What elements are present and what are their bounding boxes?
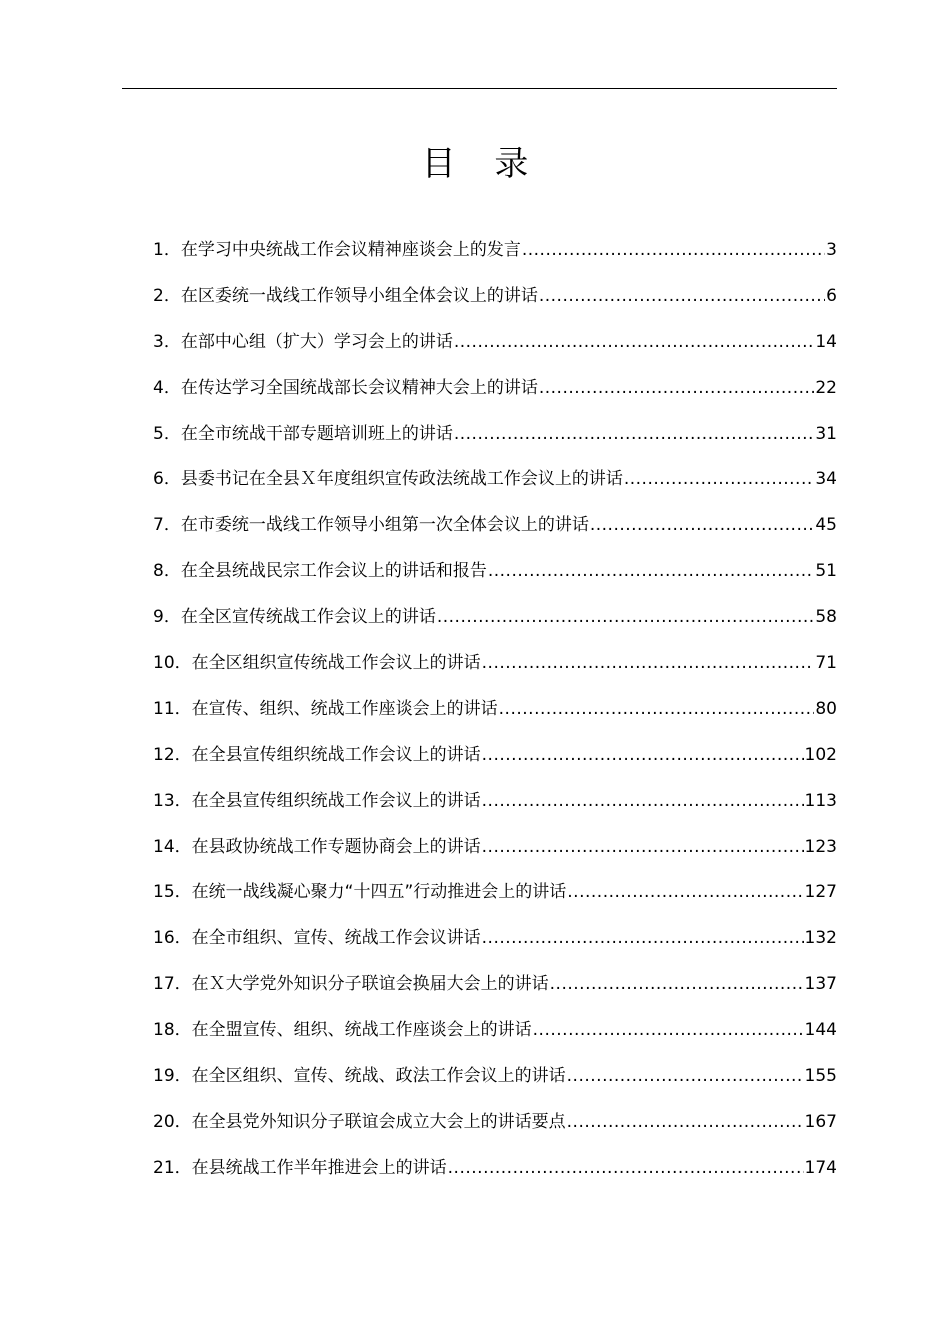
toc-entry-page: 167	[804, 1111, 837, 1132]
toc-entry-page: 102	[804, 744, 837, 765]
toc-entry-title: 在全区宣传统战工作会议上的讲话	[180, 607, 436, 628]
toc-entry-number: 13．	[153, 790, 192, 811]
toc-entry-title: 在全区组织宣传统战工作会议上的讲话	[191, 653, 481, 674]
toc-entry-page: 137	[804, 974, 837, 995]
toc-entry-page: 34	[815, 469, 837, 490]
toc-leader-dots	[624, 465, 815, 493]
toc-entry[interactable]	[153, 649, 837, 695]
toc-entry[interactable]	[153, 1154, 837, 1200]
toc-entry-page: 127	[804, 882, 837, 903]
toc-entry-number: 16．	[153, 928, 192, 949]
toc-entry[interactable]	[153, 465, 837, 511]
toc-entry-title: 在全市组织、宣传、统战工作会议讲话	[191, 928, 481, 949]
toc-entry-title: 在全盟宣传、组织、统战工作座谈会上的讲话	[191, 1020, 532, 1041]
toc-entry-title: 在全县宣传组织统战工作会议上的讲话	[191, 790, 481, 811]
toc-entry-page: 123	[804, 836, 837, 857]
toc-leader-dots	[437, 603, 815, 631]
page-title: 目 录	[421, 144, 543, 184]
toc-entry-number: 2．	[153, 285, 181, 306]
toc-entry-page: 3	[826, 240, 837, 260]
toc-leader-dots	[482, 833, 804, 861]
toc-entry-page: 80	[815, 698, 837, 719]
toc-entry[interactable]	[153, 374, 837, 420]
toc-entry[interactable]	[153, 557, 837, 603]
toc-entry-number: 17．	[153, 974, 192, 995]
toc-entry-page: 51	[815, 561, 837, 582]
toc-entry-number: 18．	[153, 1020, 192, 1041]
toc-leader-dots	[567, 1108, 804, 1136]
toc-entry[interactable]	[153, 1062, 837, 1108]
toc-entry-number: 14．	[153, 836, 192, 857]
toc-leader-dots	[482, 787, 804, 815]
toc-entry[interactable]	[153, 1108, 837, 1154]
toc-entry[interactable]	[153, 511, 837, 557]
toc-entry-page: 14	[815, 331, 837, 352]
toc-entry[interactable]	[153, 603, 837, 649]
toc-leader-dots	[448, 1154, 804, 1182]
toc-entry-number: 3．	[153, 331, 181, 352]
toc-entry-number: 21．	[153, 1157, 192, 1178]
toc-entry-number: 15．	[153, 882, 192, 903]
toc-entry[interactable]	[153, 695, 837, 741]
toc-leader-dots	[482, 741, 804, 769]
toc-entry-page: 58	[815, 607, 837, 628]
header-rule	[122, 88, 837, 89]
toc-entry-number: 1．	[153, 240, 181, 260]
toc-entry-number: 12．	[153, 744, 192, 765]
toc-entry-number: 8．	[153, 561, 181, 582]
toc-entry-page: 31	[815, 423, 837, 444]
toc-entry-title: 在全市统战干部专题培训班上的讲话	[180, 423, 453, 444]
toc-entry-title: 在统一战线凝心聚力“十四五”行动推进会上的讲话	[191, 882, 567, 903]
toc-entry-title: 在传达学习全国统战部长会议精神大会上的讲话	[180, 377, 538, 398]
toc-leader-dots	[550, 970, 804, 998]
toc-entry-page: 144	[804, 1020, 837, 1041]
toc-entry-title: 在Ｘ大学党外知识分子联谊会换届大会上的讲话	[191, 974, 549, 995]
toc-entry[interactable]	[153, 787, 837, 833]
toc-entry-page: 45	[815, 515, 837, 536]
toc-entry-page: 155	[804, 1066, 837, 1087]
toc-leader-dots	[454, 420, 815, 448]
toc-entry-title: 在全县统战民宗工作会议上的讲话和报告	[180, 561, 487, 582]
toc-entry-title: 在全县党外知识分子联谊会成立大会上的讲话要点	[191, 1111, 566, 1132]
toc-entry-page: 71	[815, 653, 837, 674]
toc-entry-title: 在县政协统战工作专题协商会上的讲话	[191, 836, 481, 857]
toc-entry-title: 在部中心组（扩大）学习会上的讲话	[180, 331, 453, 352]
toc-leader-dots	[567, 878, 803, 906]
toc-leader-dots	[522, 236, 825, 264]
toc-entry-title: 在学习中央统战工作会议精神座谈会上的发言	[180, 240, 521, 260]
toc-leader-dots	[482, 649, 815, 677]
toc-entry[interactable]	[153, 328, 837, 374]
toc-entry-page: 22	[815, 377, 837, 398]
toc-entry-number: 9．	[153, 607, 181, 628]
toc-entry[interactable]	[153, 833, 837, 879]
toc-entry[interactable]	[153, 924, 837, 970]
toc-entry-page: 113	[804, 790, 837, 811]
toc-leader-dots	[533, 1016, 804, 1044]
toc-entry-number: 6．	[153, 469, 181, 490]
toc-entry[interactable]	[153, 282, 837, 328]
toc-leader-dots	[539, 282, 825, 310]
table-of-contents	[153, 236, 837, 1200]
toc-entry[interactable]	[153, 878, 837, 924]
toc-entry-number: 5．	[153, 423, 181, 444]
toc-entry[interactable]	[153, 420, 837, 466]
toc-leader-dots	[539, 374, 815, 402]
toc-entry-number: 4．	[153, 377, 181, 398]
toc-entry-title: 在县统战工作半年推进会上的讲话	[191, 1157, 447, 1178]
toc-entry-number: 10．	[153, 653, 192, 674]
toc-entry-title: 在市委统一战线工作领导小组第一次全体会议上的讲话	[180, 515, 589, 536]
toc-entry[interactable]	[153, 741, 837, 787]
toc-leader-dots	[482, 924, 804, 952]
toc-leader-dots	[499, 695, 815, 723]
toc-leader-dots	[567, 1062, 804, 1090]
toc-entry[interactable]	[153, 970, 837, 1016]
toc-entry-page: 174	[804, 1157, 837, 1178]
toc-leader-dots	[488, 557, 815, 585]
toc-entry-title: 在区委统一战线工作领导小组全体会议上的讲话	[180, 285, 538, 306]
toc-entry-title: 在全县宣传组织统战工作会议上的讲话	[191, 744, 481, 765]
toc-entry-number: 11．	[153, 698, 192, 719]
toc-entry-title: 县委书记在全县Ｘ年度组织宣传政法统战工作会议上的讲话	[180, 469, 623, 490]
toc-entry-page: 6	[826, 285, 837, 306]
toc-entry[interactable]	[153, 1016, 837, 1062]
toc-leader-dots	[590, 511, 815, 539]
toc-entry-title: 在全区组织、宣传、统战、政法工作会议上的讲话	[191, 1066, 566, 1087]
toc-entry-number: 19．	[153, 1066, 192, 1087]
toc-entry-title: 在宣传、组织、统战工作座谈会上的讲话	[191, 698, 498, 719]
toc-leader-dots	[454, 328, 815, 356]
toc-entry-number: 7．	[153, 515, 181, 536]
toc-entry-number: 20．	[153, 1111, 192, 1132]
toc-entry-page: 132	[804, 928, 837, 949]
toc-entry[interactable]	[153, 236, 837, 282]
